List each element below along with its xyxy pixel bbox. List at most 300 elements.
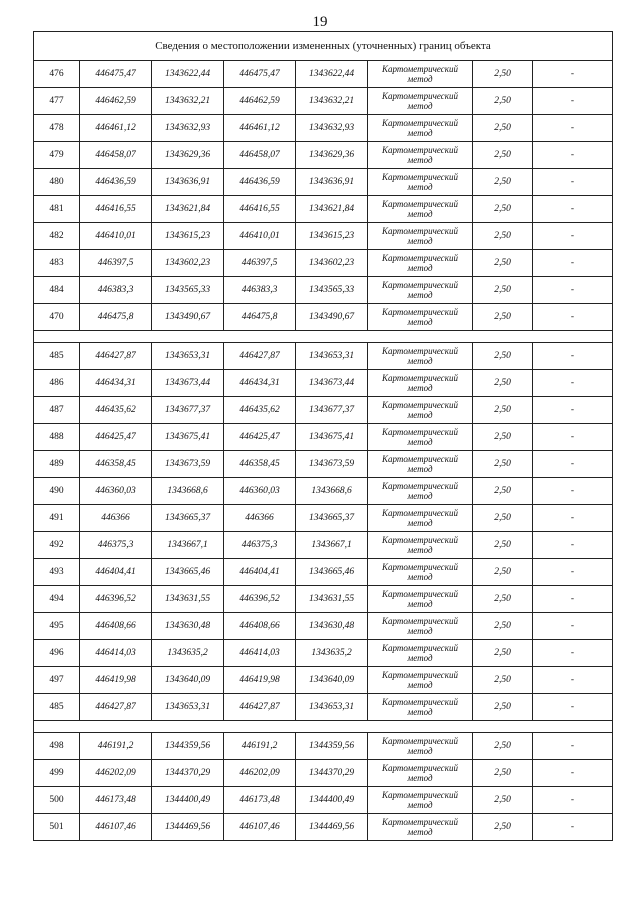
new-y: 1343653,31 xyxy=(296,694,368,721)
method-line2: метод xyxy=(407,800,433,810)
point-number: 476 xyxy=(34,61,80,88)
point-number: 479 xyxy=(34,142,80,169)
old-y: 1343630,48 xyxy=(152,613,224,640)
point-number: 487 xyxy=(34,397,80,424)
old-x: 446425,47 xyxy=(80,424,152,451)
point-number: 496 xyxy=(34,640,80,667)
old-y: 1343675,41 xyxy=(152,424,224,451)
point-number: 481 xyxy=(34,196,80,223)
new-x: 446358,45 xyxy=(224,451,296,478)
dash-cell: - xyxy=(533,115,613,142)
method-line2: метод xyxy=(407,101,433,111)
point-number: 494 xyxy=(34,586,80,613)
point-number: 480 xyxy=(34,169,80,196)
dash-cell: - xyxy=(533,61,613,88)
precision-cell: 2,50 xyxy=(473,451,533,478)
table-row xyxy=(34,640,613,667)
table-row xyxy=(34,250,613,277)
point-number: 501 xyxy=(34,814,80,841)
new-y: 1343668,6 xyxy=(296,478,368,505)
new-y: 1343630,48 xyxy=(296,613,368,640)
dash-cell: - xyxy=(533,451,613,478)
method-cell xyxy=(368,586,473,613)
old-y: 1343602,23 xyxy=(152,250,224,277)
group-separator-row xyxy=(34,721,613,733)
point-number: 489 xyxy=(34,451,80,478)
new-x: 446475,8 xyxy=(224,304,296,331)
method-line1: Картометрический xyxy=(381,346,458,356)
old-y: 1343668,6 xyxy=(152,478,224,505)
method-cell xyxy=(368,115,473,142)
boundary-table-container xyxy=(33,31,612,841)
old-y: 1344469,56 xyxy=(152,814,224,841)
method-line2: метод xyxy=(407,545,433,555)
new-x: 446107,46 xyxy=(224,814,296,841)
dash-cell: - xyxy=(533,787,613,814)
precision-cell: 2,50 xyxy=(473,613,533,640)
new-x: 446375,3 xyxy=(224,532,296,559)
new-x: 446396,52 xyxy=(224,586,296,613)
old-y: 1343667,1 xyxy=(152,532,224,559)
table-row xyxy=(34,586,613,613)
method-line1: Картометрический xyxy=(381,427,458,437)
dash-cell: - xyxy=(533,223,613,250)
new-x: 446475,47 xyxy=(224,61,296,88)
old-x: 446375,3 xyxy=(80,532,152,559)
new-y: 1343673,44 xyxy=(296,370,368,397)
old-y: 1343665,37 xyxy=(152,505,224,532)
method-line2: метод xyxy=(407,653,433,663)
dash-cell: - xyxy=(533,169,613,196)
old-y: 1343622,44 xyxy=(152,61,224,88)
method-line1: Картометрический xyxy=(381,253,458,263)
method-line1: Картометрический xyxy=(381,454,458,464)
new-y: 1343667,1 xyxy=(296,532,368,559)
method-cell xyxy=(368,451,473,478)
precision-cell: 2,50 xyxy=(473,397,533,424)
dash-cell: - xyxy=(533,586,613,613)
old-x: 446436,59 xyxy=(80,169,152,196)
method-line1: Картометрический xyxy=(381,64,458,74)
old-x: 446462,59 xyxy=(80,88,152,115)
new-y: 1343629,36 xyxy=(296,142,368,169)
new-x: 446434,31 xyxy=(224,370,296,397)
method-line1: Картометрический xyxy=(381,199,458,209)
precision-cell: 2,50 xyxy=(473,505,533,532)
old-x: 446404,41 xyxy=(80,559,152,586)
new-y: 1343602,23 xyxy=(296,250,368,277)
old-y: 1343615,23 xyxy=(152,223,224,250)
dash-cell: - xyxy=(533,532,613,559)
precision-cell: 2,50 xyxy=(473,733,533,760)
method-line1: Картометрический xyxy=(381,616,458,626)
method-cell xyxy=(368,142,473,169)
method-line1: Картометрический xyxy=(381,226,458,236)
old-y: 1343490,67 xyxy=(152,304,224,331)
point-number: 488 xyxy=(34,424,80,451)
old-y: 1343629,36 xyxy=(152,142,224,169)
table-row xyxy=(34,733,613,760)
method-cell xyxy=(368,370,473,397)
table-row xyxy=(34,559,613,586)
dash-cell: - xyxy=(533,814,613,841)
dash-cell: - xyxy=(533,613,613,640)
method-line1: Картометрический xyxy=(381,280,458,290)
old-x: 446360,03 xyxy=(80,478,152,505)
method-line2: метод xyxy=(407,572,433,582)
method-cell xyxy=(368,343,473,370)
old-x: 446397,5 xyxy=(80,250,152,277)
old-y: 1343653,31 xyxy=(152,694,224,721)
old-x: 446414,03 xyxy=(80,640,152,667)
point-number: 482 xyxy=(34,223,80,250)
method-line1: Картометрический xyxy=(381,91,458,101)
point-number: 492 xyxy=(34,532,80,559)
point-number: 485 xyxy=(34,694,80,721)
new-y: 1343636,91 xyxy=(296,169,368,196)
dash-cell: - xyxy=(533,142,613,169)
table-row xyxy=(34,667,613,694)
method-cell xyxy=(368,424,473,451)
old-y: 1344370,29 xyxy=(152,760,224,787)
method-cell xyxy=(368,61,473,88)
new-y: 1343615,23 xyxy=(296,223,368,250)
method-line1: Картометрический xyxy=(381,697,458,707)
old-y: 1343565,33 xyxy=(152,277,224,304)
precision-cell: 2,50 xyxy=(473,196,533,223)
table-row xyxy=(34,142,613,169)
new-x: 446366 xyxy=(224,505,296,532)
old-x: 446410,01 xyxy=(80,223,152,250)
dash-cell: - xyxy=(533,370,613,397)
new-x: 446397,5 xyxy=(224,250,296,277)
point-number: 499 xyxy=(34,760,80,787)
new-y: 1343653,31 xyxy=(296,343,368,370)
method-cell xyxy=(368,478,473,505)
old-x: 446383,3 xyxy=(80,277,152,304)
page-number: 19 xyxy=(312,14,328,30)
old-y: 1343677,37 xyxy=(152,397,224,424)
new-y: 1343621,84 xyxy=(296,196,368,223)
old-x: 446416,55 xyxy=(80,196,152,223)
old-y: 1343640,09 xyxy=(152,667,224,694)
point-number: 491 xyxy=(34,505,80,532)
method-line2: метод xyxy=(407,410,433,420)
method-line1: Картометрический xyxy=(381,817,458,827)
old-y: 1343653,31 xyxy=(152,343,224,370)
method-cell xyxy=(368,223,473,250)
method-cell xyxy=(368,694,473,721)
new-y: 1343665,37 xyxy=(296,505,368,532)
new-x: 446173,48 xyxy=(224,787,296,814)
new-x: 446416,55 xyxy=(224,196,296,223)
new-y: 1344370,29 xyxy=(296,760,368,787)
method-line1: Картометрический xyxy=(381,172,458,182)
method-cell xyxy=(368,613,473,640)
dash-cell: - xyxy=(533,277,613,304)
old-x: 446427,87 xyxy=(80,343,152,370)
dash-cell: - xyxy=(533,640,613,667)
dash-cell: - xyxy=(533,424,613,451)
old-x: 446366 xyxy=(80,505,152,532)
precision-cell: 2,50 xyxy=(473,478,533,505)
precision-cell: 2,50 xyxy=(473,370,533,397)
method-line2: метод xyxy=(407,599,433,609)
method-cell xyxy=(368,667,473,694)
new-y: 1344400,49 xyxy=(296,787,368,814)
point-number: 470 xyxy=(34,304,80,331)
method-cell xyxy=(368,196,473,223)
old-y: 1344400,49 xyxy=(152,787,224,814)
new-y: 1343490,67 xyxy=(296,304,368,331)
method-line2: метод xyxy=(407,437,433,447)
method-line2: метод xyxy=(407,707,433,717)
new-y: 1343632,93 xyxy=(296,115,368,142)
method-cell xyxy=(368,760,473,787)
precision-cell: 2,50 xyxy=(473,787,533,814)
precision-cell: 2,50 xyxy=(473,586,533,613)
method-line1: Картометрический xyxy=(381,643,458,653)
old-x: 446458,07 xyxy=(80,142,152,169)
point-number: 498 xyxy=(34,733,80,760)
new-x: 446427,87 xyxy=(224,343,296,370)
new-x: 446435,62 xyxy=(224,397,296,424)
table-row xyxy=(34,115,613,142)
old-y: 1343632,21 xyxy=(152,88,224,115)
method-line1: Картометрический xyxy=(381,118,458,128)
old-y: 1344359,56 xyxy=(152,733,224,760)
table-row xyxy=(34,397,613,424)
table-row xyxy=(34,451,613,478)
dash-cell: - xyxy=(533,760,613,787)
method-cell xyxy=(368,733,473,760)
precision-cell: 2,50 xyxy=(473,277,533,304)
precision-cell: 2,50 xyxy=(473,424,533,451)
old-x: 446107,46 xyxy=(80,814,152,841)
old-y: 1343636,91 xyxy=(152,169,224,196)
new-y: 1343640,09 xyxy=(296,667,368,694)
dash-cell: - xyxy=(533,667,613,694)
method-line2: метод xyxy=(407,317,433,327)
precision-cell: 2,50 xyxy=(473,814,533,841)
new-y: 1343677,37 xyxy=(296,397,368,424)
dash-cell: - xyxy=(533,733,613,760)
group-separator-row xyxy=(34,331,613,343)
method-line2: метод xyxy=(407,263,433,273)
old-x: 446173,48 xyxy=(80,787,152,814)
precision-cell: 2,50 xyxy=(473,694,533,721)
method-cell xyxy=(368,640,473,667)
old-y: 1343631,55 xyxy=(152,586,224,613)
table-row xyxy=(34,343,613,370)
old-y: 1343665,46 xyxy=(152,559,224,586)
new-x: 446383,3 xyxy=(224,277,296,304)
precision-cell: 2,50 xyxy=(473,760,533,787)
old-x: 446396,52 xyxy=(80,586,152,613)
point-number: 483 xyxy=(34,250,80,277)
old-x: 446419,98 xyxy=(80,667,152,694)
new-y: 1343632,21 xyxy=(296,88,368,115)
new-x: 446408,66 xyxy=(224,613,296,640)
method-line2: метод xyxy=(407,128,433,138)
table-row xyxy=(34,169,613,196)
old-x: 446358,45 xyxy=(80,451,152,478)
table-row xyxy=(34,424,613,451)
new-y: 1343673,59 xyxy=(296,451,368,478)
point-number: 477 xyxy=(34,88,80,115)
precision-cell: 2,50 xyxy=(473,559,533,586)
dash-cell: - xyxy=(533,397,613,424)
method-line1: Картометрический xyxy=(381,670,458,680)
precision-cell: 2,50 xyxy=(473,532,533,559)
dash-cell: - xyxy=(533,304,613,331)
dash-cell: - xyxy=(533,559,613,586)
method-line2: метод xyxy=(407,155,433,165)
new-y: 1343635,2 xyxy=(296,640,368,667)
dash-cell: - xyxy=(533,478,613,505)
method-line1: Картометрический xyxy=(381,790,458,800)
dash-cell: - xyxy=(533,196,613,223)
old-y: 1343635,2 xyxy=(152,640,224,667)
precision-cell: 2,50 xyxy=(473,304,533,331)
point-number: 493 xyxy=(34,559,80,586)
method-cell xyxy=(368,787,473,814)
boundary-coordinates-table xyxy=(33,31,613,841)
method-line2: метод xyxy=(407,773,433,783)
method-cell xyxy=(368,814,473,841)
method-cell xyxy=(368,277,473,304)
precision-cell: 2,50 xyxy=(473,115,533,142)
method-line2: метод xyxy=(407,827,433,837)
method-line2: метод xyxy=(407,290,433,300)
old-x: 446202,09 xyxy=(80,760,152,787)
table-row xyxy=(34,760,613,787)
separator-cell xyxy=(34,331,613,343)
table-row xyxy=(34,613,613,640)
new-x: 446404,41 xyxy=(224,559,296,586)
method-cell xyxy=(368,169,473,196)
new-y: 1344359,56 xyxy=(296,733,368,760)
new-x: 446410,01 xyxy=(224,223,296,250)
new-x: 446414,03 xyxy=(224,640,296,667)
point-number: 495 xyxy=(34,613,80,640)
precision-cell: 2,50 xyxy=(473,169,533,196)
method-line2: метод xyxy=(407,209,433,219)
separator-cell xyxy=(34,721,613,733)
old-x: 446461,12 xyxy=(80,115,152,142)
old-x: 446434,31 xyxy=(80,370,152,397)
point-number: 500 xyxy=(34,787,80,814)
table-row xyxy=(34,61,613,88)
table-row xyxy=(34,223,613,250)
table-row xyxy=(34,505,613,532)
table-row xyxy=(34,304,613,331)
precision-cell: 2,50 xyxy=(473,250,533,277)
dash-cell: - xyxy=(533,694,613,721)
table-title-row xyxy=(34,32,613,61)
precision-cell: 2,50 xyxy=(473,88,533,115)
new-x: 446425,47 xyxy=(224,424,296,451)
point-number: 484 xyxy=(34,277,80,304)
method-line1: Картометрический xyxy=(381,763,458,773)
table-row xyxy=(34,814,613,841)
old-x: 446408,66 xyxy=(80,613,152,640)
point-number: 485 xyxy=(34,343,80,370)
method-line1: Картометрический xyxy=(381,508,458,518)
precision-cell: 2,50 xyxy=(473,343,533,370)
old-y: 1343621,84 xyxy=(152,196,224,223)
new-x: 446419,98 xyxy=(224,667,296,694)
table-row xyxy=(34,370,613,397)
method-line2: метод xyxy=(407,464,433,474)
new-y: 1343675,41 xyxy=(296,424,368,451)
point-number: 478 xyxy=(34,115,80,142)
method-cell xyxy=(368,304,473,331)
new-x: 446458,07 xyxy=(224,142,296,169)
new-x: 446202,09 xyxy=(224,760,296,787)
method-cell xyxy=(368,250,473,277)
new-x: 446191,2 xyxy=(224,733,296,760)
precision-cell: 2,50 xyxy=(473,640,533,667)
method-cell xyxy=(368,559,473,586)
new-y: 1343565,33 xyxy=(296,277,368,304)
old-x: 446427,87 xyxy=(80,694,152,721)
method-line2: метод xyxy=(407,236,433,246)
table-title: Сведения о местоположении измененных (уточненных) границ объекта xyxy=(34,32,613,61)
point-number: 490 xyxy=(34,478,80,505)
new-x: 446427,87 xyxy=(224,694,296,721)
old-x: 446191,2 xyxy=(80,733,152,760)
method-line1: Картометрический xyxy=(381,400,458,410)
dash-cell: - xyxy=(533,250,613,277)
precision-cell: 2,50 xyxy=(473,142,533,169)
dash-cell: - xyxy=(533,343,613,370)
method-line1: Картометрический xyxy=(381,145,458,155)
method-line1: Картометрический xyxy=(381,481,458,491)
method-cell xyxy=(368,88,473,115)
point-number: 486 xyxy=(34,370,80,397)
method-line1: Картометрический xyxy=(381,373,458,383)
old-y: 1343673,59 xyxy=(152,451,224,478)
new-y: 1343622,44 xyxy=(296,61,368,88)
precision-cell: 2,50 xyxy=(473,223,533,250)
new-x: 446462,59 xyxy=(224,88,296,115)
method-cell xyxy=(368,397,473,424)
table-row xyxy=(34,694,613,721)
table-row xyxy=(34,88,613,115)
old-x: 446475,8 xyxy=(80,304,152,331)
precision-cell: 2,50 xyxy=(473,667,533,694)
new-y: 1343631,55 xyxy=(296,586,368,613)
method-cell xyxy=(368,532,473,559)
new-y: 1344469,56 xyxy=(296,814,368,841)
method-line2: метод xyxy=(407,383,433,393)
method-line2: метод xyxy=(407,182,433,192)
precision-cell: 2,50 xyxy=(473,61,533,88)
dash-cell: - xyxy=(533,505,613,532)
method-line1: Картометрический xyxy=(381,589,458,599)
table-row xyxy=(34,787,613,814)
method-line2: метод xyxy=(407,74,433,84)
old-x: 446435,62 xyxy=(80,397,152,424)
table-row xyxy=(34,532,613,559)
method-line2: метод xyxy=(407,491,433,501)
new-x: 446360,03 xyxy=(224,478,296,505)
new-x: 446436,59 xyxy=(224,169,296,196)
method-line1: Картометрический xyxy=(381,562,458,572)
method-line2: метод xyxy=(407,518,433,528)
table-row xyxy=(34,277,613,304)
